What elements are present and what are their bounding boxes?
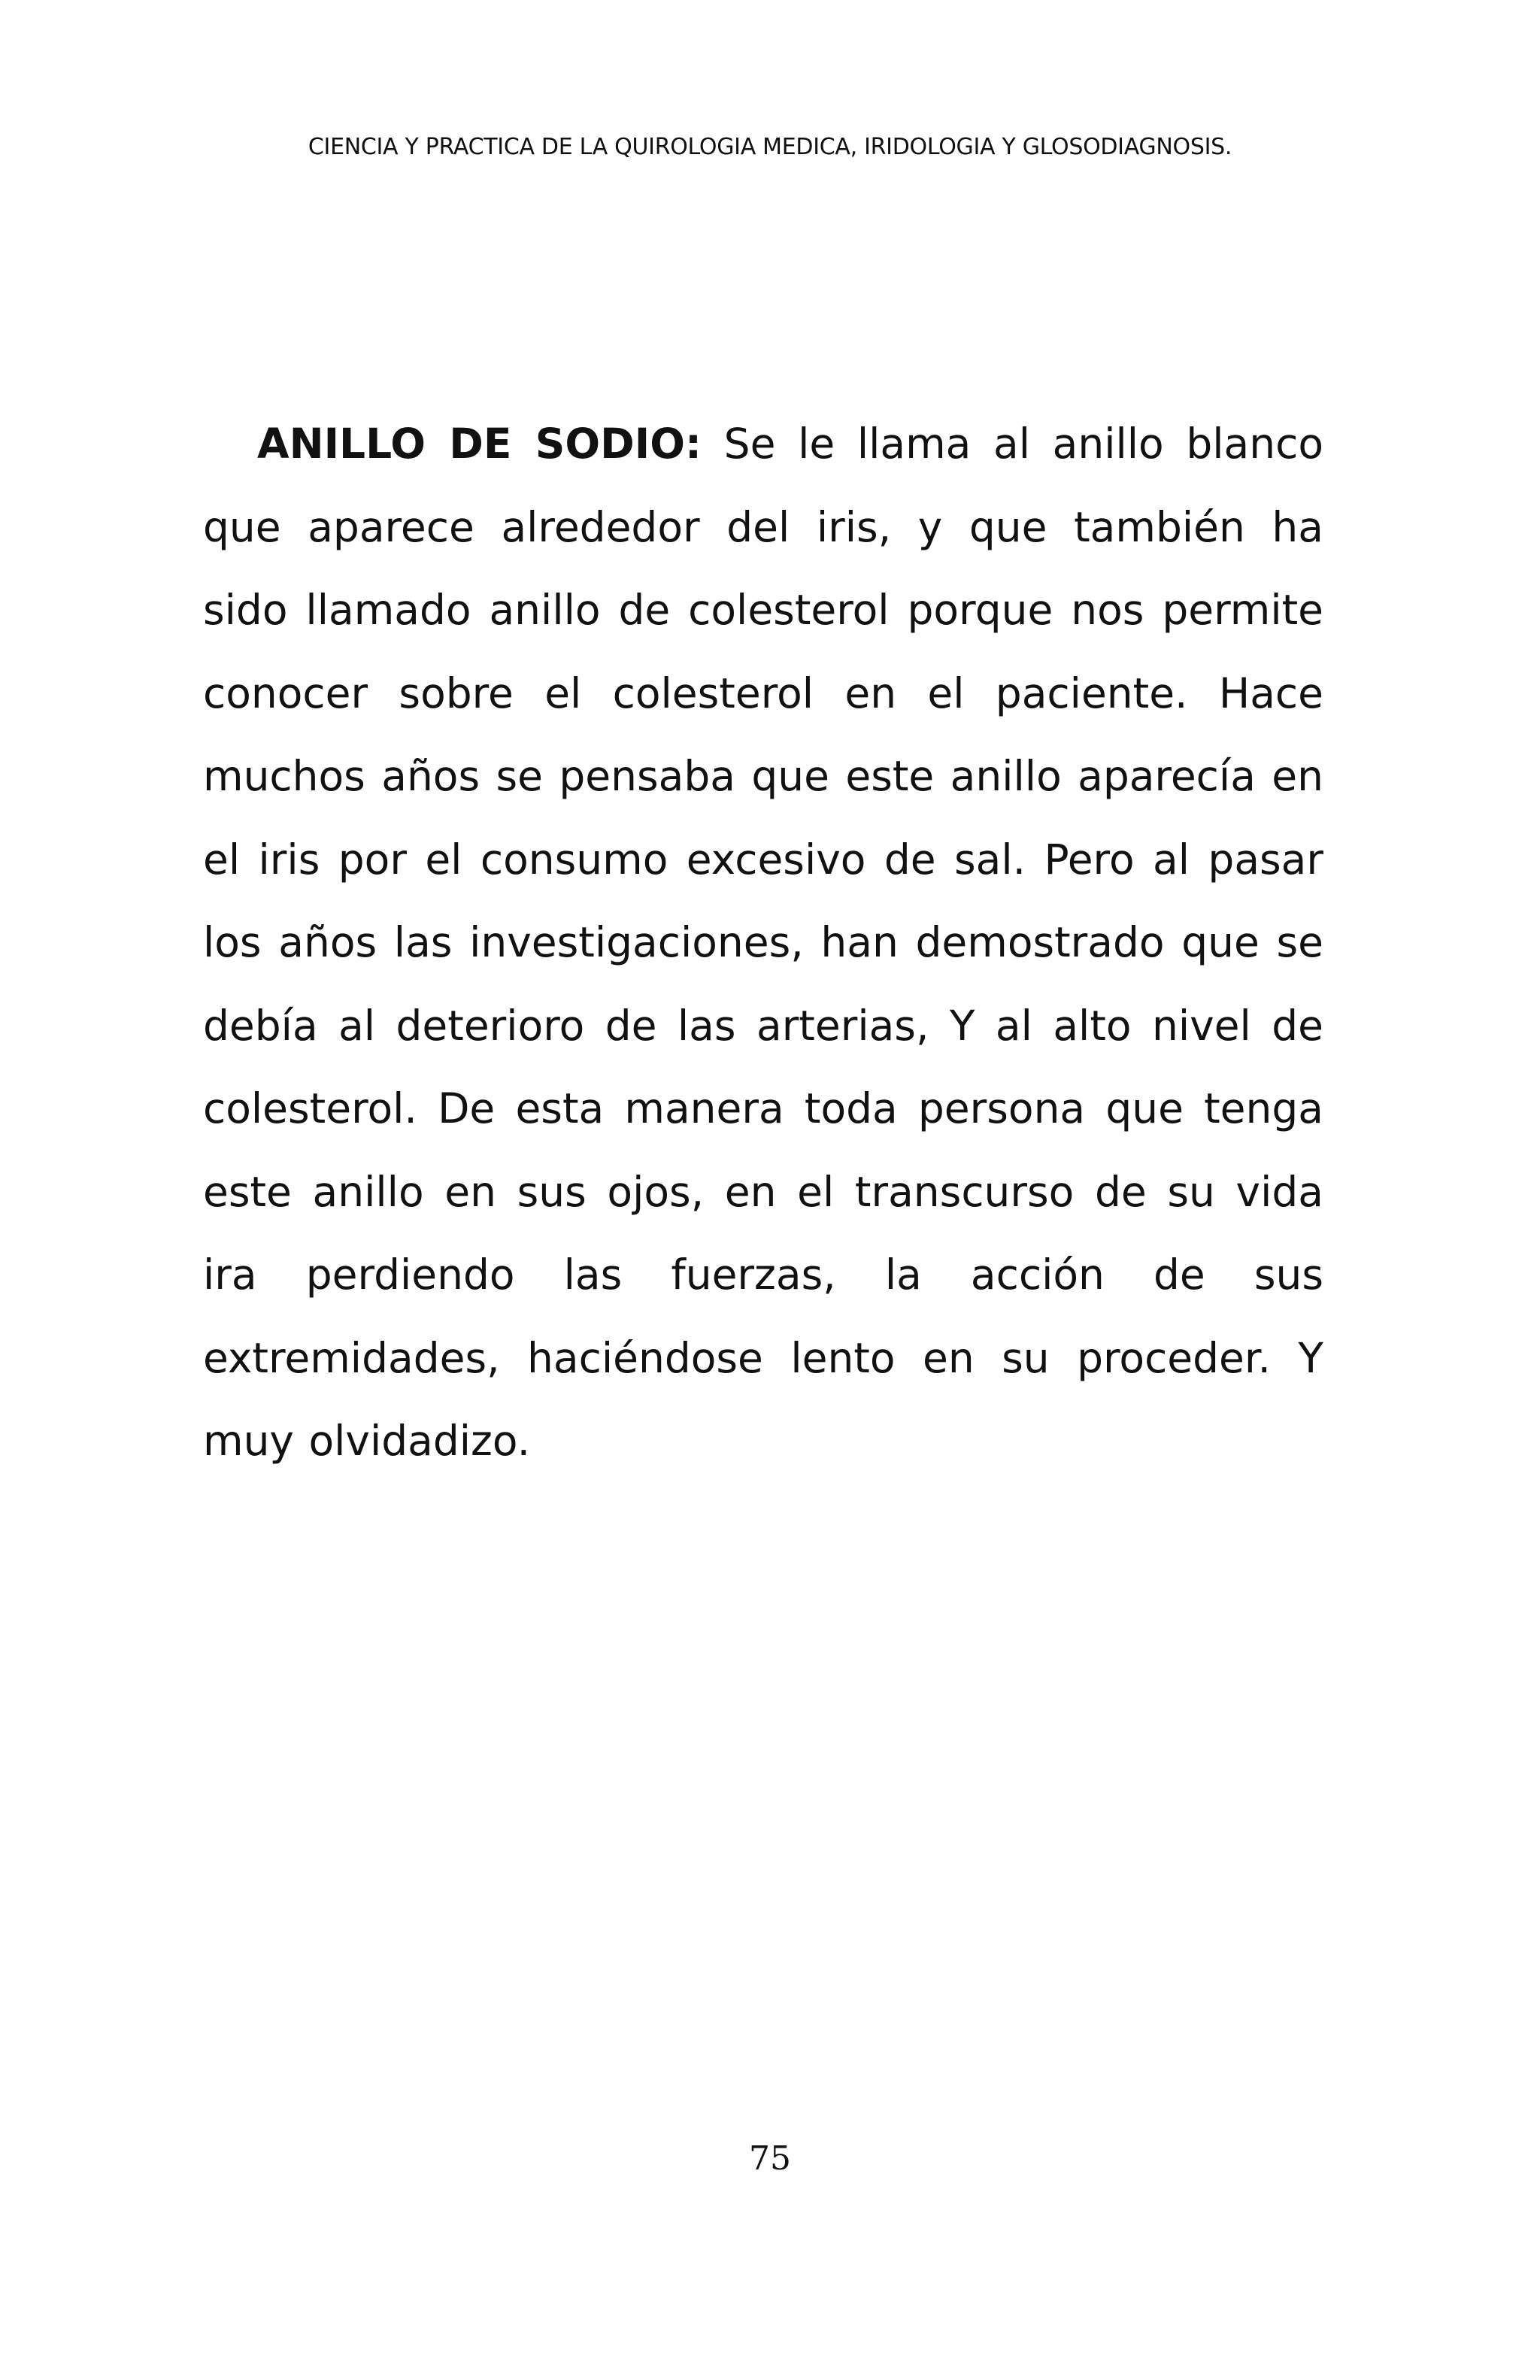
lead-term: ANILLO DE SODIO: [257, 420, 702, 468]
page-number: 75 [749, 2139, 791, 2178]
running-header: CIENCIA Y PRACTICA DE LA QUIROLOGIA MEDICA, IRIDOLOGIA Y GLOSODIAGNOSIS. [308, 134, 1232, 160]
body-paragraph [203, 402, 1323, 1483]
paragraph-text: Se le llama al anillo blanco que aparece alrededor del iris, y que también ha sido llamado anillo de colesterol porque nos permite conocer sobre el colesterol en el paciente. Hace muchos años se pensaba que este anillo aparecía en el iris por el consumo excesivo de sal. Pero al pasar los años las investigaciones, han demostrado que se debía al deterioro de las arterias, Y al alto nivel de colesterol. De esta manera toda persona que tenga este anillo en sus ojos, en el transcurso de su vida ira perdiendo las fuerzas, la acción de sus extremidades, haciéndose lento en su proceder. Y muy olvidadizo. [203, 420, 1323, 1465]
